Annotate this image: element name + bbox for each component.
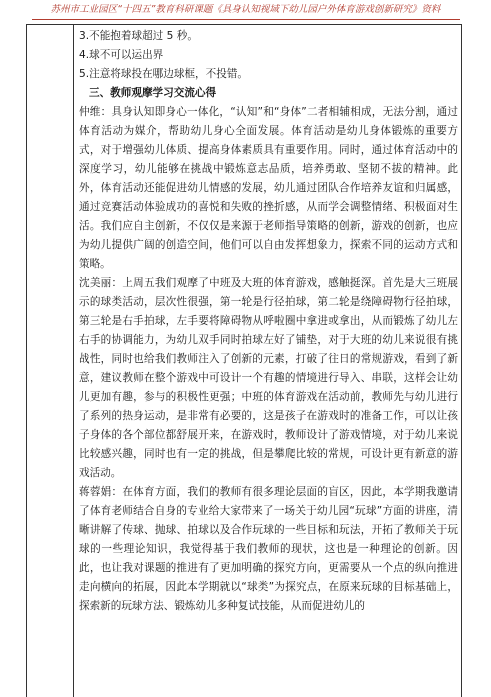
rule-item-4: 4.球不可以运出界 xyxy=(79,49,164,61)
table-left-column xyxy=(27,25,74,697)
document-table xyxy=(26,24,462,697)
table-content-cell xyxy=(79,27,458,616)
header-divider xyxy=(32,19,460,20)
paragraph-zhongwei: 仲维：具身认知即身心一体化，“认知”和“身体”二者相辅相成，无法分割，通过体育活动为媒介，帮助幼儿身心全面发展。体育活动是幼儿身体锻炼的重要方式，对于增强幼儿体质、提高身体素质具有重要作用。同时，通过体育活动中的深度学习，幼儿能够在挑战中锻炼意志品质，培养勇敢、坚韧不拔的精神。此外，体育活动还能促进幼儿情感的发展，幼儿通过团队合作培养友谊和归属感，通过竞赛活动体验成功的喜悦和失败的挫折感，从而学会调整情绪、积极面对生活。我们应自主创新，不仅仅是来源于老师指导策略的创新，游戏的创新，也应为幼儿提供广阔的创造空间，他们可以自由发挥想象力，探索不同的运动方式和策略。 xyxy=(79,106,458,270)
paragraph-shenmeili: 沈美丽：上周五我们观摩了中班及大班的体育游戏，感触挺深。首先是大三班展示的球类活动，层次性很强，第一轮是行径拍球，第二轮是绕障碍物行径拍球，第三轮是右手拍球，左手要将障碍物从呼啦圈中拿进或拿出，从而锻炼了幼儿左右手的协调能力，为幼儿双手同时拍球左好了铺垫，对于大班的幼儿来说很有挑战性，同时也给我们教师注入了创新的元素，打破了往日的常规游戏，看到了新意，建议教师在整个游戏中可设计一个有趣的情境进行导入、串联，这样会让幼儿更加有趣，参与的积极性更强；中班的体育游戏在活动前，教师先与幼儿进行了系列的热身运动，是非常有必要的，这是孩子在游戏时的准备工作，可以让孩子身体的各个部位都舒展开来，在游戏时，教师设计了游戏情境，对于幼儿来说比较感兴趣，同时也有一定的挑战，但是攀爬比较的常规，可设计更有新意的游戏活动。 xyxy=(79,277,458,479)
rule-item-3: 3.不能抱着球超过 5 秒。 xyxy=(79,30,198,42)
section-title: 三、教师观摩学习交流心得 xyxy=(89,87,217,99)
rule-item-5: 5.注意将球投在哪边球框，不投错。 xyxy=(79,68,249,80)
document-header: 苏州市工业园区“十四五”教育科研课题《具身认知视域下幼儿园户外体育游戏创新研究》资料 xyxy=(50,4,441,15)
paragraph-jiangrongjuan: 蒋蓉娟：在体育方面，我们的教师有很多理论层面的盲区，因此，本学期我邀请了体育老师结合自身的专业给大家带来了一场关于幼儿园“玩球”方面的讲座，清晰讲解了传球、抛球、拍球以及合作玩球的一些目标和玩法，开拓了教师关于玩球的一些理论知识，我觉得基于我们教师的现状，这也是一种理论的创新。因此，也让我对课题的推进有了更加明确的探究方向，更需要从一个点的纵向推进走向横向的拓展，因此本学期就以“球类”为探究点，在原来玩球的目标基础上，探索新的玩球方法、锻炼幼儿多种复试技能，从而促进幼儿的 xyxy=(79,486,458,612)
